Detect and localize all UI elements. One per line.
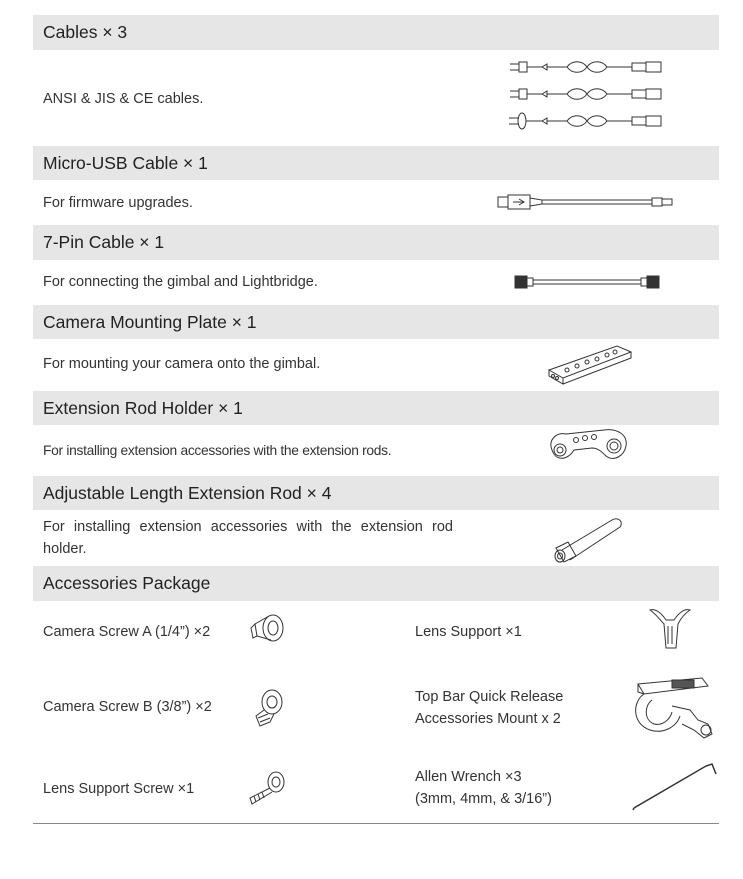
micro-usb-header: Micro-USB Cable × 1	[33, 146, 719, 180]
quick-release-mount-line1: Top Bar Quick Release	[415, 689, 564, 705]
camera-screw-a-icon	[247, 612, 287, 648]
quick-release-mount-icon	[632, 676, 718, 744]
ansi-cable-icon	[510, 62, 661, 73]
ce-cable-icon	[509, 113, 661, 129]
mounting-plate-description: For mounting your camera onto the gimbal.	[43, 356, 321, 372]
mounting-plate-header: Camera Mounting Plate × 1	[33, 305, 719, 339]
rod-holder-header: Extension Rod Holder × 1	[33, 391, 719, 425]
seven-pin-cable-icon	[513, 274, 663, 290]
bottom-divider	[33, 823, 719, 824]
cables-description: ANSI & JIS & CE cables.	[43, 91, 204, 107]
camera-screw-a-label: Camera Screw A (1/4”) ×2	[43, 624, 211, 640]
lens-support-label: Lens Support ×1	[415, 624, 522, 640]
quick-release-mount-label	[415, 686, 563, 730]
cables-illustration	[507, 58, 667, 138]
camera-screw-b-label: Camera Screw B (3/8”) ×2	[43, 699, 212, 715]
lens-support-icon	[648, 606, 693, 652]
camera-screw-b-icon	[248, 688, 288, 728]
mounting-plate-icon	[545, 340, 635, 388]
lens-support-screw-label: Lens Support Screw ×1	[43, 781, 195, 797]
allen-wrench-icon	[630, 760, 720, 812]
extension-rod-description: For installing extension accessories with the extension rod holder.	[43, 519, 453, 557]
accessories-header: Accessories Package	[33, 566, 719, 601]
cables-header: Cables × 3	[33, 15, 719, 50]
allen-wrench-label	[415, 766, 552, 810]
rod-holder-description: For installing extension accessories with the extension rods.	[43, 443, 392, 458]
quick-release-mount-line2: Accessories Mount x 2	[415, 711, 561, 727]
jis-cable-icon	[510, 89, 661, 100]
micro-usb-cable-icon	[497, 192, 677, 212]
seven-pin-description: For connecting the gimbal and Lightbridge.	[43, 274, 318, 290]
lens-support-screw-icon	[244, 770, 290, 806]
extension-rod-icon	[550, 514, 625, 564]
allen-wrench-line1: Allen Wrench ×3	[415, 769, 522, 785]
micro-usb-description: For firmware upgrades.	[43, 195, 193, 211]
seven-pin-header: 7-Pin Cable × 1	[33, 225, 719, 260]
allen-wrench-line2: (3mm, 4mm, & 3/16”)	[415, 791, 552, 807]
extension-rod-header: Adjustable Length Extension Rod × 4	[33, 476, 719, 510]
rod-holder-icon	[544, 426, 634, 468]
